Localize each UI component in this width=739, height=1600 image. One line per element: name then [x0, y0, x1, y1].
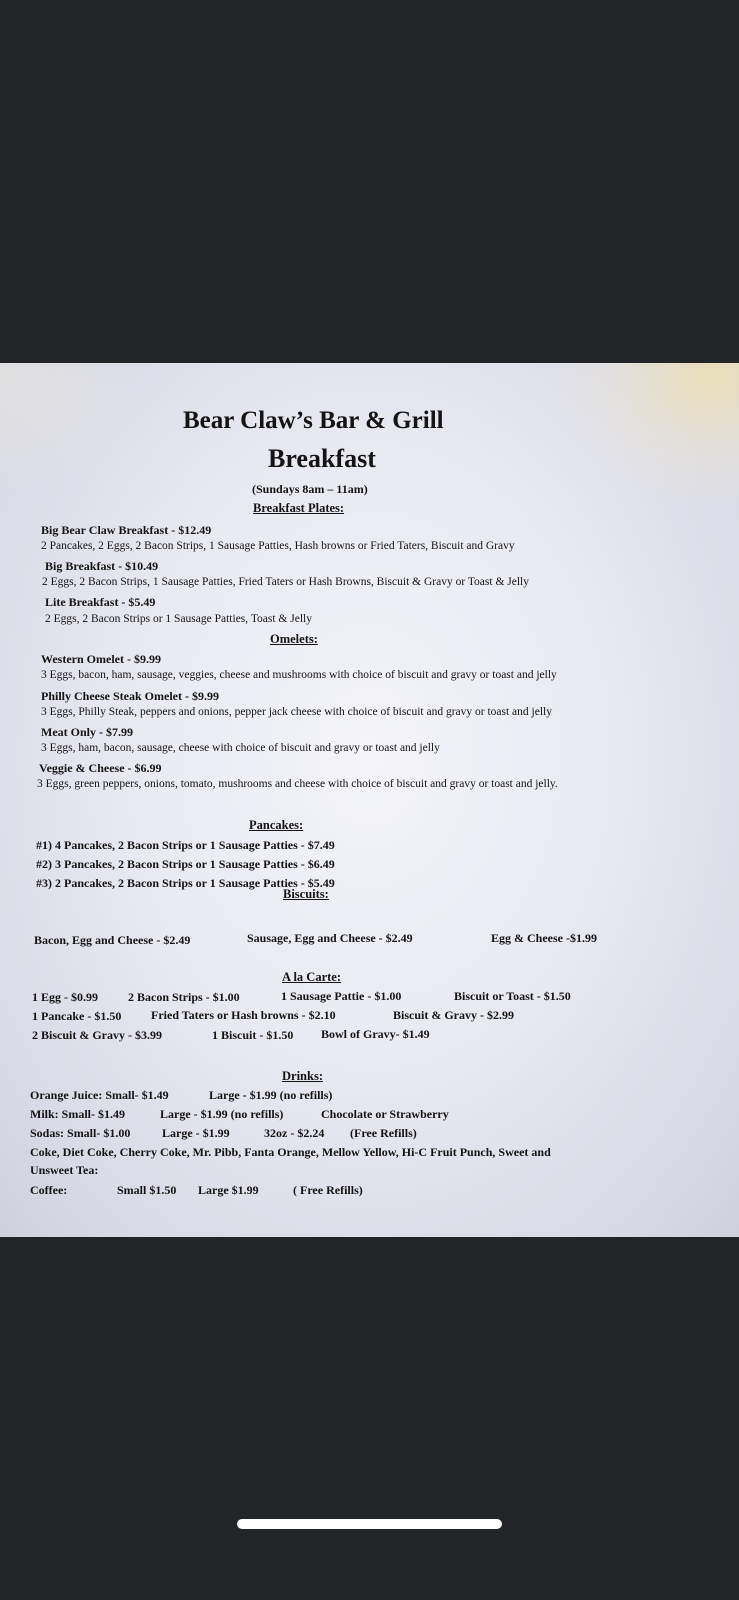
- a-la-carte-heading: A la Carte:: [282, 970, 342, 984]
- drink-item: Chocolate or Strawberry: [321, 1107, 449, 1121]
- carte-item: 1 Egg - $0.99: [32, 990, 98, 1004]
- omelet-desc: 3 Eggs, Philly Steak, peppers and onions, pepper jack cheese with choice of biscuit and gravy or toast and jelly: [41, 706, 552, 718]
- pancakes-heading: Pancakes:: [249, 818, 304, 832]
- hours-text: (Sundays 8am – 11am): [252, 482, 368, 496]
- drink-item: Coke, Diet Coke, Cherry Coke, Mr. Pibb, Fanta Orange, Mellow Yellow, Hi-C Fruit Punch, Sweet and: [30, 1145, 551, 1159]
- plate-name: Big Breakfast - $10.49: [45, 559, 159, 573]
- home-indicator[interactable]: [237, 1519, 502, 1529]
- carte-item: 2 Biscuit & Gravy - $3.99: [32, 1028, 162, 1042]
- pancake-item: #3) 2 Pancakes, 2 Bacon Strips or 1 Sausage Patties - $5.49: [36, 876, 335, 890]
- carte-item: 1 Pancake - $1.50: [32, 1009, 122, 1023]
- plate-desc: 2 Pancakes, 2 Eggs, 2 Bacon Strips, 1 Sausage Patties, Hash browns or Fried Taters, Biscuit and Gravy: [41, 540, 515, 552]
- carte-item: 2 Bacon Strips - $1.00: [128, 990, 240, 1004]
- drink-item: Unsweet Tea:: [30, 1163, 99, 1177]
- biscuit-item: Egg & Cheese -$1.99: [491, 931, 597, 945]
- drink-item: Sodas: Small- $1.00: [30, 1126, 131, 1140]
- drink-item: Milk: Small- $1.49: [30, 1107, 125, 1121]
- omelets-heading: Omelets:: [270, 632, 318, 646]
- carte-item: 1 Biscuit - $1.50: [212, 1028, 294, 1042]
- omelet-desc: 3 Eggs, ham, bacon, sausage, cheese with choice of biscuit and gravy or toast and jelly: [41, 742, 440, 754]
- omelet-name: Western Omelet - $9.99: [41, 652, 161, 666]
- restaurant-title: Bear Claw’s Bar & Grill: [183, 407, 444, 434]
- omelet-name: Veggie & Cheese - $6.99: [39, 761, 162, 775]
- omelet-desc: 3 Eggs, green peppers, onions, tomato, mushrooms and cheese with choice of biscuit and gravy or toast and jelly.: [37, 778, 558, 790]
- omelet-name: Philly Cheese Steak Omelet - $9.99: [41, 689, 219, 703]
- plate-desc: 2 Eggs, 2 Bacon Strips or 1 Sausage Patties, Toast & Jelly: [45, 613, 312, 625]
- plate-desc: 2 Eggs, 2 Bacon Strips, 1 Sausage Patties, Fried Taters or Hash Browns, Biscuit & Gravy or Toast & Jelly: [42, 576, 529, 588]
- meal-title: Breakfast: [268, 444, 376, 473]
- pancake-item: #2) 3 Pancakes, 2 Bacon Strips or 1 Sausage Patties - $6.49: [36, 857, 335, 871]
- drink-item: Large - $1.99: [162, 1126, 230, 1140]
- drink-item: Large $1.99: [198, 1183, 259, 1197]
- pancake-item: #1) 4 Pancakes, 2 Bacon Strips or 1 Sausage Patties - $7.49: [36, 838, 335, 852]
- drink-item: (Free Refills): [350, 1126, 417, 1140]
- breakfast-plates-heading: Breakfast Plates:: [253, 501, 345, 515]
- carte-item: Biscuit or Toast - $1.50: [454, 989, 571, 1003]
- plate-name: Lite Breakfast - $5.49: [45, 595, 156, 609]
- omelet-name: Meat Only - $7.99: [41, 725, 133, 739]
- carte-item: Fried Taters or Hash browns - $2.10: [151, 1008, 336, 1022]
- drink-item: 32oz - $2.24: [264, 1126, 325, 1140]
- drink-item: Large - $1.99 (no refills): [160, 1107, 284, 1121]
- biscuit-item: Sausage, Egg and Cheese - $2.49: [247, 931, 413, 945]
- drinks-heading: Drinks:: [282, 1069, 323, 1083]
- carte-item: Bowl of Gravy- $1.49: [321, 1027, 430, 1041]
- menu-photo: [0, 363, 739, 1237]
- biscuits-heading: Biscuits:: [283, 887, 329, 901]
- drink-item: ( Free Refills): [293, 1183, 363, 1197]
- carte-item: 1 Sausage Pattie - $1.00: [281, 989, 402, 1003]
- plate-name: Big Bear Claw Breakfast - $12.49: [41, 523, 212, 537]
- drink-item: Large - $1.99 (no refills): [209, 1088, 333, 1102]
- carte-item: Biscuit & Gravy - $2.99: [393, 1008, 514, 1022]
- omelet-desc: 3 Eggs, bacon, ham, sausage, veggies, cheese and mushrooms with choice of biscuit and gravy or toast and jelly: [41, 669, 557, 681]
- drink-item: Small $1.50: [117, 1183, 177, 1197]
- drink-item: Orange Juice: Small- $1.49: [30, 1088, 169, 1102]
- drink-item: Coffee:: [30, 1183, 68, 1197]
- biscuit-item: Bacon, Egg and Cheese - $2.49: [34, 933, 191, 947]
